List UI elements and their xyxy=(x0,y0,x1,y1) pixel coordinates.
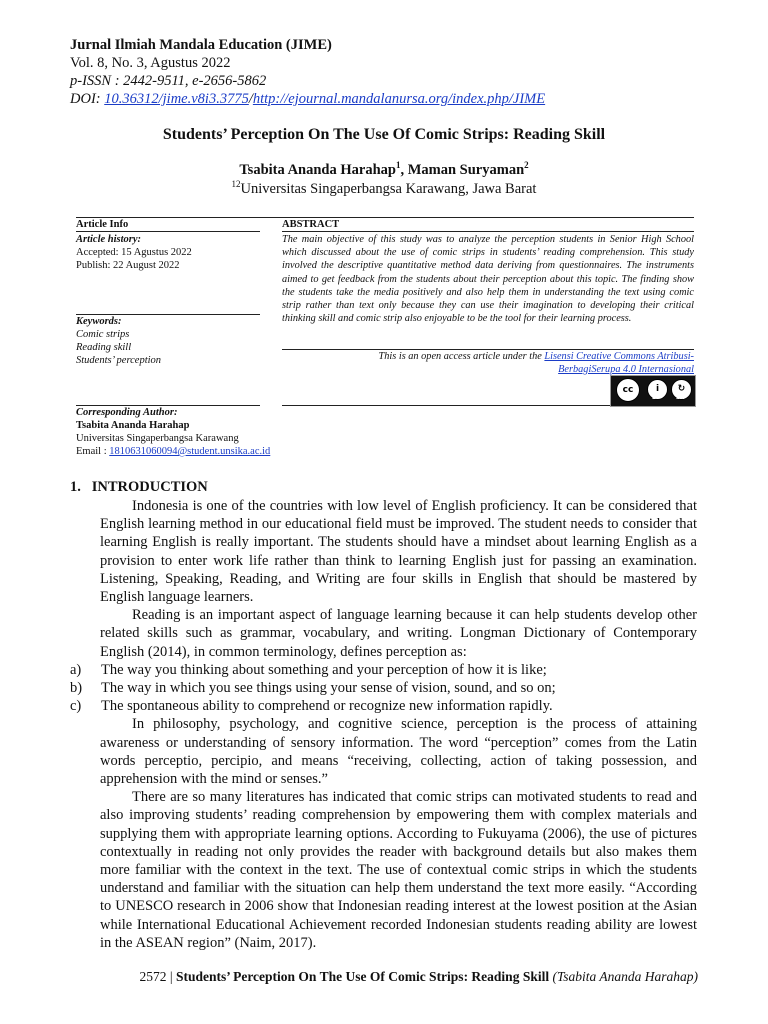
journal-header xyxy=(70,36,545,108)
email-link[interactable]: 1810631060094@student.unsika.ac.id xyxy=(109,446,271,457)
author-2-sup: 2 xyxy=(524,160,529,171)
corresponding-label: Corresponding Author: xyxy=(76,407,178,418)
publish-date: Publish: 22 August 2022 xyxy=(76,260,180,271)
article-authors xyxy=(70,162,698,179)
keyword: Comic strips xyxy=(76,329,130,340)
doi-separator: / xyxy=(248,91,253,107)
page-footer xyxy=(70,969,698,985)
section-heading: 1. INTRODUCTION xyxy=(70,479,208,495)
list-marker: b) xyxy=(70,680,83,697)
keyword: Students’ perception xyxy=(76,355,162,366)
author-1: Tsabita Ananda Harahap xyxy=(239,162,396,178)
author-1-sup: 1 xyxy=(395,160,401,171)
abstract-text: The main objective of this study was to analyze the perception students in Senior High School which discussed about the use of comic strips in students’ reading comprehension. This study involved the descriptive quantitative method data deriving from questionnaires. The instruments aimed to get feedback from the students about their perception about this topic. The finding show the students take the media positively and also help them in understanding the text using comic strip rather than text only because they can use their imagination to developing their critical thinking skill and comic strip also enjoyable to be the tool for their learning process. xyxy=(282,234,694,325)
history-label: Article history: xyxy=(76,234,142,245)
license-block xyxy=(282,350,694,376)
article-title: Students’ Perception On The Use Of Comic Strips: Reading Skill xyxy=(162,126,606,143)
journal-doi-line xyxy=(70,90,545,108)
affiliation xyxy=(70,181,698,198)
journal-website-link[interactable]: http://ejournal.mandalanursa.org/index.php/JIME xyxy=(252,91,546,107)
license-text: This is an open access article under the xyxy=(378,351,545,362)
list-marker: a) xyxy=(70,661,82,678)
cc-by-sa-badge[interactable] xyxy=(610,375,696,407)
email-label: Email : xyxy=(76,446,110,457)
cc-by-label: BY xyxy=(652,395,660,401)
abstract-label: ABSTRACT xyxy=(282,219,340,230)
doi-label: DOI: xyxy=(70,91,105,107)
page-number: 2572 | xyxy=(139,969,176,984)
article-info-label: Article Info xyxy=(76,219,129,230)
author-separator: , xyxy=(400,162,408,178)
paragraph: Indonesia is one of the countries with low level of English proficiency. It can be considered that English learning method in our educational field must be improved. The student needs to consider that learning English is really important. The students should have a mindset about learning English as a provision to enter work life rather than think to learning English just for passing an examination. Listening, Speaking, Reading, and Writing are four skills in English that should be mastered by English language learners. xyxy=(100,498,697,606)
author-2: Maman Suryaman xyxy=(407,162,525,178)
corresponding-affiliation: Universitas Singaperbangsa Karawang xyxy=(76,433,239,444)
share-alike-icon: ↻ xyxy=(671,379,692,400)
article-info-table xyxy=(76,217,700,463)
list-item xyxy=(70,679,697,697)
list-item xyxy=(70,661,697,679)
article-info-column xyxy=(76,218,260,272)
license-link[interactable]: Lisensi Creative Commons Atribusi- xyxy=(544,351,694,362)
license-link-continued[interactable]: BerbagiSerupa 4.0 Internasional xyxy=(558,364,694,375)
abstract-column xyxy=(282,218,694,325)
keywords-block xyxy=(76,315,260,367)
journal-volume: Vol. 8, No. 3, Agustus 2022 xyxy=(70,55,231,71)
footer-title: Students’ Perception On The Use Of Comic Strips: Reading Skill xyxy=(175,969,550,984)
paragraph: There are so many literatures has indicated that comic strips can motivated students to read and also improving students’ reading comprehension by empowering them with complex materials and supplying them with appropriate learning options. According to Fukuyama (2006), the use of pictures contextually in reading not only provides the reader with background details but also makes them more familiar with the context in the text. The use of contextual comic strips in which the students understand and familiar with the situation can help them understand the text more easily. “According to UNESCO research in 2006 show that Indonesian reading interest at the lowest position at the Asian while International Educational Achievement recorded Indonesian students reading ability are lowest in the ASEAN region” (Naim, 2017). xyxy=(100,789,697,951)
list-text: The spontaneous ability to comprehend or recognize new information rapidly. xyxy=(101,698,553,715)
introduction-body xyxy=(70,497,697,952)
affiliation-text: Universitas Singaperbangsa Karawang, Jawa Barat xyxy=(240,181,537,197)
attribution-icon: i xyxy=(647,379,668,400)
accepted-date: Accepted: 15 Agustus 2022 xyxy=(76,247,192,258)
journal-issn: p-ISSN : 2442-9511, e-2656-5862 xyxy=(70,73,267,89)
list-text: The way you thinking about something and your perception of how it is like; xyxy=(101,661,547,678)
cc-sa-label: SA xyxy=(676,395,685,401)
cc-icon: cc xyxy=(616,378,640,402)
affiliation-sup: 12 xyxy=(231,179,241,190)
license-line-1 xyxy=(282,350,694,363)
list-marker: c) xyxy=(70,698,82,715)
doi-link[interactable]: 10.36312/jime.v8i3.3775 xyxy=(104,91,249,107)
corresponding-block xyxy=(76,406,271,458)
list-text: The way in which you see things using your sense of vision, sound, and so on; xyxy=(101,680,556,697)
footer-author: (Tsabita Ananda Harahap) xyxy=(549,969,698,984)
corresponding-name: Tsabita Ananda Harahap xyxy=(76,420,190,431)
paragraph: In philosophy, psychology, and cognitive science, perception is the process of attaining awareness or understanding of sensory information. The word “perception” comes from the Latin words perceptio, percipio, and means “receiving, collecting, action of taking possession, and apprehension with the mind or senses.” xyxy=(100,716,697,788)
email-line xyxy=(76,445,271,458)
paragraph: Reading is an important aspect of language learning because it can help students develop other related skills such as grammar, vocabulary, and writing. Longman Dictionary of Contemporary English (2014), in common terminology, defines perception as: xyxy=(100,607,697,660)
keyword: Reading skill xyxy=(76,342,132,353)
keywords-label: Keywords: xyxy=(76,316,122,327)
list-item xyxy=(70,697,697,715)
journal-name: Jurnal Ilmiah Mandala Education (JIME) xyxy=(70,37,332,53)
